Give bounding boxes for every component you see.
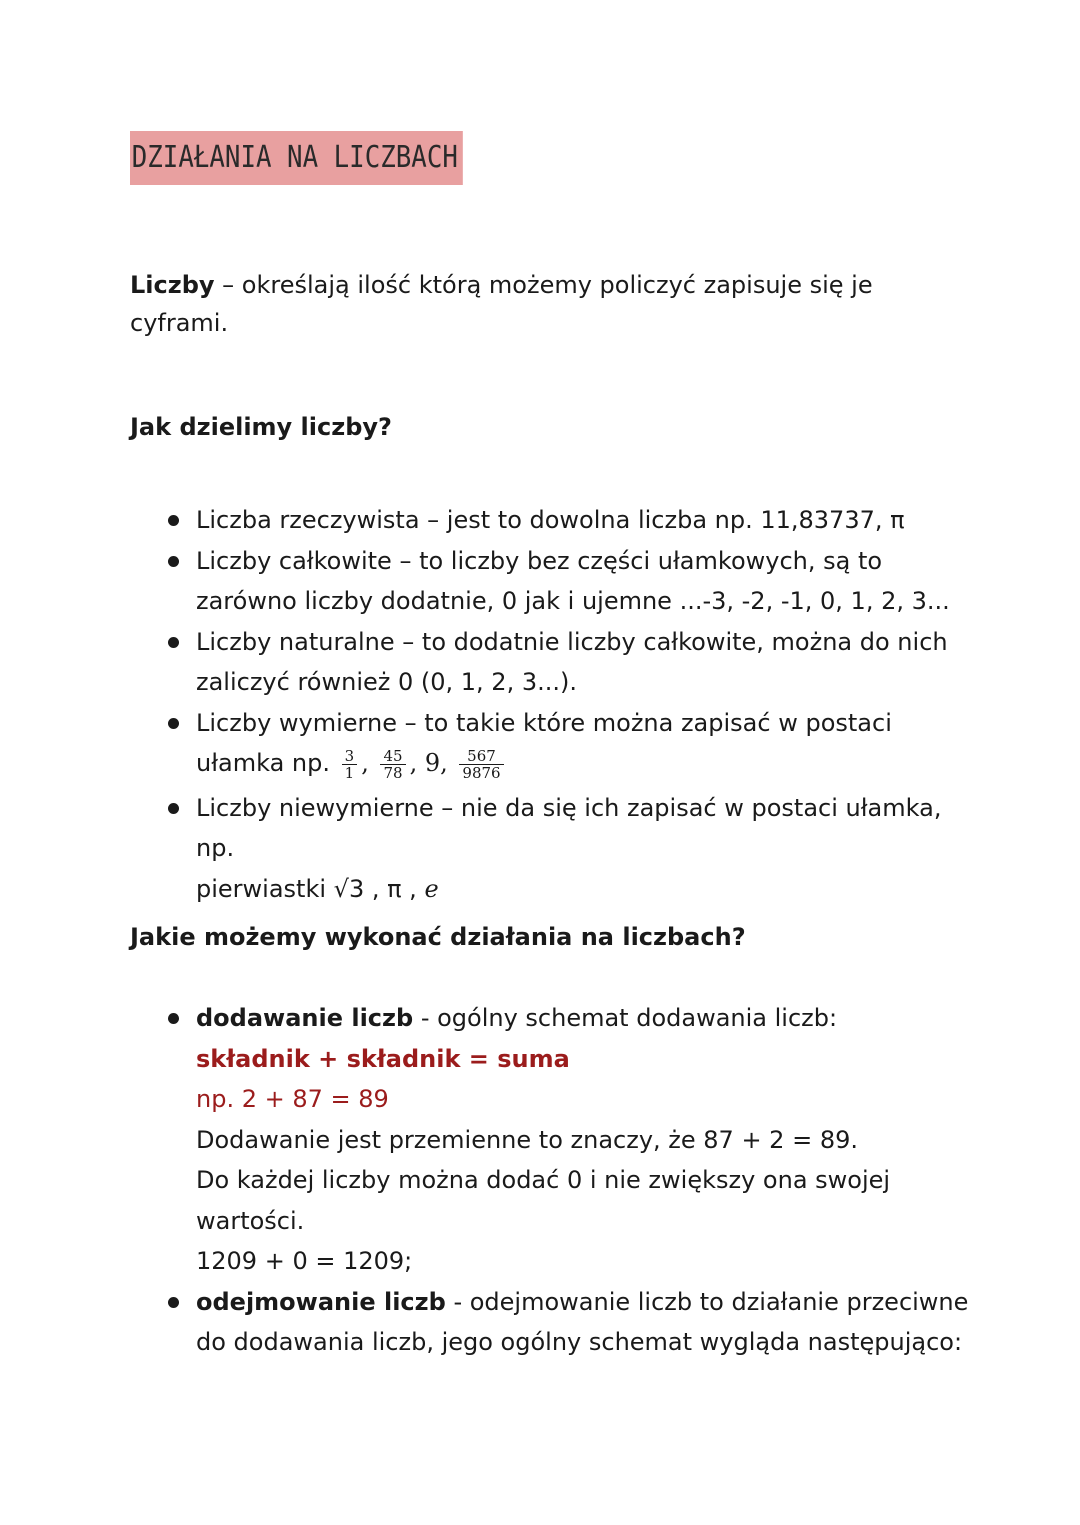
intro-text: – określają ilość którą możemy policzyć zapisuje się je cyframi. xyxy=(130,271,873,337)
section-heading-operations: Jakie możemy wykonać działania na liczbach? xyxy=(130,923,746,951)
list-item: Liczby wymierne – to takie które można zapisać w postaci ułamka np. $\frac{3}{1}$ , $\frac{45}{78}$ , 9, $\frac{567}{9876}$ xyxy=(160,703,980,784)
intro-paragraph xyxy=(130,266,930,342)
operation-term: dodawanie liczb xyxy=(196,1004,414,1032)
list-item xyxy=(160,500,980,541)
addition-formula: składnik + składnik = suma xyxy=(196,1044,570,1073)
list-item-text: - ogólny schemat dodawania liczb: xyxy=(413,1004,838,1032)
fraction-numerator: 567 xyxy=(459,748,503,765)
number-types-list xyxy=(160,500,980,909)
list-item-text: Dodawanie jest przemienne to znaczy, że 87 + 2 = 89. xyxy=(196,1125,858,1154)
fraction xyxy=(342,748,358,781)
operations-list xyxy=(160,998,980,1363)
addition-example: np. 2 + 87 = 89 xyxy=(196,1085,389,1113)
list-item-text: Liczby naturalne – to dodatnie liczby całkowite, można do nich zaliczyć również 0 (0, 1, 2, 3...). xyxy=(196,627,948,696)
list-item xyxy=(160,622,980,703)
section-heading-number-types: Jak dzielimy liczby? xyxy=(130,413,392,441)
fraction-numerator: 3 xyxy=(342,748,358,765)
euler-constant: e xyxy=(424,874,439,903)
intro-term: Liczby xyxy=(130,271,215,299)
whole-number: 9, xyxy=(424,749,448,777)
operation-term: odejmowanie liczb xyxy=(196,1287,446,1316)
fraction xyxy=(459,748,503,781)
list-item xyxy=(160,1282,980,1363)
list-item-text: - odejmowanie liczb to działanie przeciwne do dodawania liczb, jego ogólny schemat wygląda następująco: xyxy=(196,1287,969,1356)
example-prefix: ułamka np. xyxy=(196,749,331,777)
fraction-denominator: 9876 xyxy=(462,763,501,782)
list-item-text: Liczby całkowite – to liczby bez części ułamkowych, są to zarówno liczby dodatnie, 0 jak i ujemne ...-3, -2, -1, 0, 1, 2, 3... xyxy=(196,546,950,615)
list-item-text: Liczby wymierne – to takie które można zapisać w postaci xyxy=(196,708,892,737)
list-item-text: 1209 + 0 = 1209; xyxy=(196,1247,413,1275)
list-item-text: pierwiastki √3 , π , xyxy=(196,874,417,903)
list-item xyxy=(160,788,980,910)
list-item-text: Liczby niewymierne – nie da się ich zapisać w postaci ułamka, np. xyxy=(196,793,942,862)
fraction-denominator: 1 xyxy=(344,763,355,782)
fraction-denominator: 78 xyxy=(383,763,403,782)
list-item-text: Liczba rzeczywista – jest to dowolna liczba np. 11,83737, π xyxy=(196,506,905,534)
fraction xyxy=(380,748,405,781)
page-title: DZIAŁANIA NA LICZBACH xyxy=(130,131,463,185)
list-item xyxy=(160,998,980,1282)
list-item-text: Do każdej liczby można dodać 0 i nie zwiększy ona swojej wartości. xyxy=(196,1166,891,1235)
list-item xyxy=(160,541,980,622)
fraction-numerator: 45 xyxy=(380,748,405,765)
